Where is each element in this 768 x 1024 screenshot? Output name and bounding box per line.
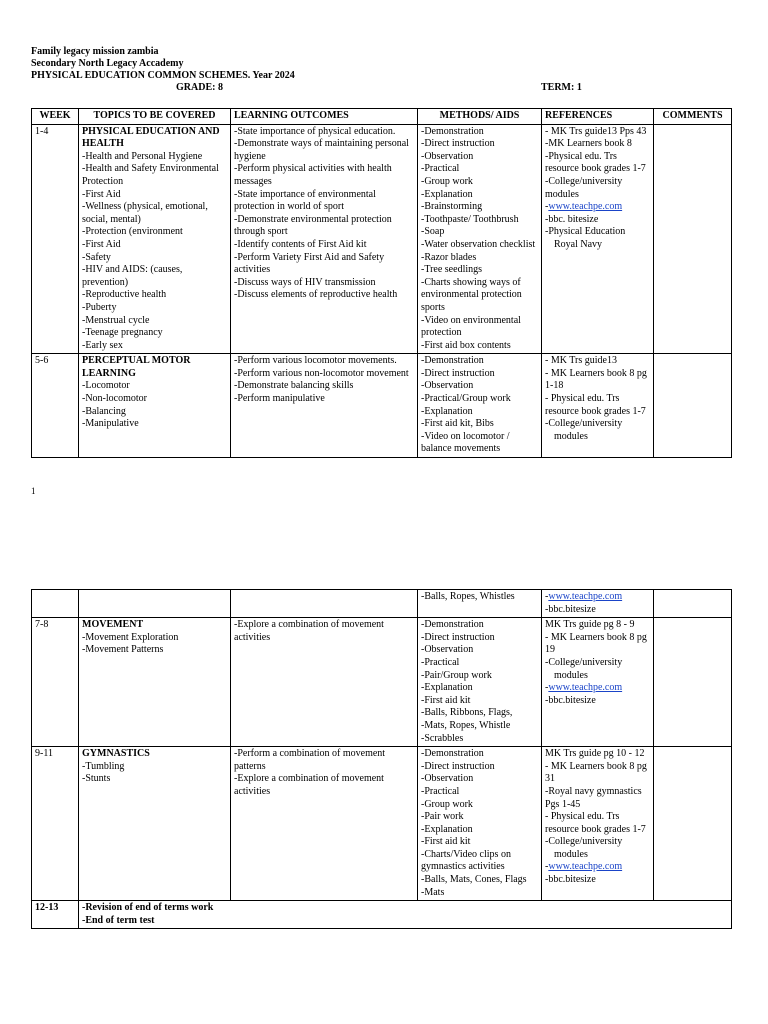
week-cell: 1-4 <box>32 124 79 354</box>
topic-title: PERCEPTUAL MOTOR LEARNING <box>82 355 191 379</box>
topic-item: -Early sex <box>82 339 123 351</box>
method-item: -Group work <box>421 175 473 187</box>
col-references-header: REFERENCES <box>542 109 654 125</box>
method-item: -Razor blades <box>421 251 477 263</box>
outcome-item: -Demonstrate ways of maintaining personal hygiene <box>234 138 409 162</box>
outcomes-cell <box>231 747 418 901</box>
reference-item: MK Trs guide pg 10 - 12 <box>545 748 645 760</box>
method-item: -Observation <box>421 773 474 785</box>
method-item: -Practical/Group work <box>421 393 511 405</box>
outcome-item: -Perform physical activities with health messages <box>234 163 392 187</box>
method-item: -Observation <box>421 380 474 392</box>
outcome-item: -Perform Variety First Aid and Safety activities <box>234 251 385 276</box>
reference-item: modules <box>554 669 588 681</box>
method-item: -Observation <box>421 644 474 656</box>
topic-item: -Movement Exploration <box>82 631 179 643</box>
topic-title: PHYSICAL EDUCATION AND HEALTH <box>82 125 220 150</box>
week-cell: 5-6 <box>32 354 79 458</box>
topic-item: -Stunts <box>82 773 111 785</box>
grade-label: GRADE: 8 <box>176 82 223 93</box>
reference-item: -bbc. bitesize <box>545 213 599 225</box>
method-item: -Video on environmental protection <box>421 314 521 339</box>
col-topics-header: TOPICS TO BE COVERED <box>79 109 231 125</box>
method-item: -Group work <box>421 798 473 810</box>
topic-item: -Locomotor <box>82 380 130 392</box>
final-row-item: -End of term test <box>82 914 155 926</box>
references-cell <box>542 618 654 747</box>
topic-item: -HIV and AIDS: (causes, prevention) <box>82 264 183 288</box>
method-item: -Balls, Mats, Cones, Flags <box>421 874 527 886</box>
topic-item: -Manipulative <box>82 418 139 430</box>
method-item: -First aid kit, Bibs <box>421 418 494 430</box>
methods-cell <box>418 747 542 901</box>
week-cell: 12-13 <box>32 901 79 929</box>
topic-item: -Tumbling <box>82 760 125 772</box>
reference-link-item <box>545 861 650 874</box>
final-row-item: -Revision of end of terms work <box>82 902 214 914</box>
reference-prefix: - <box>545 591 549 602</box>
reference-item: modules <box>554 430 588 442</box>
reference-prefix: - <box>545 201 549 213</box>
topic-item: -Wellness (physical, emotional, social, mental) <box>82 201 208 225</box>
method-item: -Demonstration <box>421 748 484 760</box>
topic-item: -Health and Personal Hygiene <box>82 150 203 162</box>
topic-item: -Non-locomotor <box>82 393 147 405</box>
org-name: Family legacy mission zambia <box>31 46 159 57</box>
methods-cell <box>418 590 542 618</box>
method-item: -Charts/Video clips on gymnastics activities <box>421 848 511 873</box>
reference-item: -bbc.bitesize <box>545 603 596 615</box>
table-row <box>32 354 732 458</box>
col-week-header: WEEK <box>32 109 79 125</box>
method-item: -Pair/Group work <box>421 669 492 681</box>
col-outcomes-header: LEARNING OUTCOMES <box>231 109 418 125</box>
page-number: 1 <box>31 486 36 496</box>
method-item: -Practical <box>421 163 460 175</box>
outcome-item: -Demonstrate balancing skills <box>234 380 354 392</box>
term-label: TERM: 1 <box>541 82 582 93</box>
outcome-item: -Perform manipulative <box>234 393 325 405</box>
method-item: -Mats <box>421 886 445 898</box>
method-item: -Video on locomotor / balance movements <box>421 430 510 455</box>
table-row <box>32 590 732 618</box>
reference-item: -College/university <box>545 836 623 848</box>
reference-link[interactable]: www.teachpe.com <box>548 682 623 694</box>
topic-item: -Menstrual cycle <box>82 314 150 326</box>
grade-term-line <box>31 82 651 94</box>
reference-item: -bbc.bitesize <box>545 694 596 706</box>
method-item: -First aid kit <box>421 836 471 848</box>
references-cell <box>542 354 654 458</box>
reference-item: - MK Trs guide13 Pps 43 <box>545 125 647 137</box>
topic-title: GYMNASTICS <box>82 748 150 760</box>
table-row <box>32 618 732 747</box>
school-name: Secondary North Legacy Accademy <box>31 58 184 69</box>
outcome-item: -Demonstrate environmental protection through sport <box>234 213 392 238</box>
outcome-item: -Discuss ways of HIV transmission <box>234 276 376 288</box>
method-item: -Direct instruction <box>421 367 495 379</box>
method-item: -Explanation <box>421 188 473 200</box>
reference-item: - Physical edu. Trs resource book grades 1-7 <box>545 811 646 835</box>
topics-cell <box>79 354 231 458</box>
references-cell <box>542 590 654 618</box>
method-item: -Balls, Ropes, Whistles <box>421 591 515 602</box>
reference-item: -College/university <box>545 418 623 430</box>
scheme-table-page1 <box>31 108 732 458</box>
reference-item: - MK Trs guide13 <box>545 355 617 367</box>
method-item: -Demonstration <box>421 125 484 137</box>
topic-item: -Health and Safety Environmental Protection <box>82 163 219 187</box>
topic-item: -Protection (environment <box>82 226 183 238</box>
topics-cell <box>79 590 231 618</box>
document-header <box>31 46 651 94</box>
topic-item: -Puberty <box>82 301 117 313</box>
document-title: PHYSICAL EDUCATION COMMON SCHEMES. Year 2024 <box>31 70 295 81</box>
method-item: -Demonstration <box>421 619 484 631</box>
method-item: -Soap <box>421 226 445 238</box>
reference-item: -Physical edu. Trs resource book grades 1-7 <box>545 150 646 175</box>
method-item: -Explanation <box>421 405 473 417</box>
method-item: -Charts showing ways of environmental protection sports <box>421 276 522 313</box>
outcomes-cell <box>231 124 418 354</box>
method-item: -Direct instruction <box>421 760 495 772</box>
reference-item: -MK Learners book 8 <box>545 138 632 150</box>
table-row <box>32 124 732 354</box>
references-cell <box>542 747 654 901</box>
reference-link-item <box>545 682 650 695</box>
outcomes-cell <box>231 618 418 747</box>
week-cell <box>32 590 79 618</box>
reference-prefix: - <box>545 682 549 694</box>
topics-cell <box>79 124 231 354</box>
reference-prefix: - <box>545 861 549 873</box>
topic-item: -Teenage pregnancy <box>82 327 163 339</box>
outcome-item: -Perform a combination of movement patterns <box>234 748 386 772</box>
table-row <box>32 747 732 901</box>
scheme-table-page2 <box>31 589 732 929</box>
methods-cell <box>418 354 542 458</box>
topics-cell <box>79 618 231 747</box>
method-item: -First aid kit <box>421 694 471 706</box>
method-item: -Practical <box>421 656 460 668</box>
outcome-item: -Explore a combination of movement activities <box>234 619 384 643</box>
method-item: -Balls, Ribbons, Flags, <box>421 707 513 719</box>
method-item: -Direct instruction <box>421 631 495 643</box>
method-item: -Pair work <box>421 811 464 823</box>
reference-link[interactable]: www.teachpe.com <box>548 591 623 602</box>
method-item: -Practical <box>421 785 460 797</box>
reference-item: -College/university <box>545 656 623 668</box>
comments-cell <box>654 124 732 354</box>
outcomes-cell <box>231 354 418 458</box>
reference-link[interactable]: www.teachpe.com <box>548 861 623 873</box>
reference-link[interactable]: www.teachpe.com <box>548 201 623 213</box>
reference-item: - MK Learners book 8 pg 19 <box>545 631 647 656</box>
reference-item: - Physical edu. Trs resource book grades 1-7 <box>545 393 646 417</box>
method-item: -First aid box contents <box>421 339 511 351</box>
reference-item: -bbc.bitesize <box>545 874 596 886</box>
outcome-item: -Identify contents of First Aid kit <box>234 238 367 250</box>
reference-link-item <box>545 591 650 604</box>
topics-cell <box>79 747 231 901</box>
reference-item: MK Trs guide pg 8 - 9 <box>545 619 635 631</box>
week-cell: 7-8 <box>32 618 79 747</box>
methods-cell <box>418 618 542 747</box>
final-row-content <box>79 901 732 929</box>
method-item: -Direct instruction <box>421 138 495 150</box>
comments-cell <box>654 354 732 458</box>
outcome-item: -Explore a combination of movement activities <box>234 773 384 797</box>
comments-cell <box>654 618 732 747</box>
comments-cell <box>654 747 732 901</box>
week-cell: 9-11 <box>32 747 79 901</box>
references-cell <box>542 124 654 354</box>
comments-cell <box>654 590 732 618</box>
outcome-item: -Perform various locomotor movements. <box>234 355 397 367</box>
method-item: -Explanation <box>421 823 473 835</box>
methods-cell <box>418 124 542 354</box>
outcome-item: -State importance of physical education. <box>234 125 396 137</box>
outcomes-cell <box>231 590 418 618</box>
col-comments-header: COMMENTS <box>654 109 732 125</box>
topic-item: -Reproductive health <box>82 289 167 301</box>
reference-item: -Royal navy gymnastics <box>545 785 642 797</box>
reference-item: Pgs 1-45 <box>545 798 581 810</box>
reference-item: - MK Learners book 8 pg 1-18 <box>545 367 647 392</box>
method-item: -Demonstration <box>421 355 484 367</box>
topic-title: MOVEMENT <box>82 619 144 631</box>
reference-link-item <box>545 201 650 214</box>
reference-item: Royal Navy <box>554 238 603 250</box>
reference-item: - MK Learners book 8 pg 31 <box>545 760 647 785</box>
method-item: -Toothpaste/ Toothbrush <box>421 213 519 225</box>
outcome-item: -Perform various non-locomotor movement <box>234 367 409 379</box>
topic-item: -Balancing <box>82 405 126 417</box>
col-methods-header: METHODS/ AIDS <box>418 109 542 125</box>
final-row <box>32 901 732 929</box>
outcome-item: -Discuss elements of reproductive health <box>234 289 398 301</box>
method-item: -Tree seedlings <box>421 264 483 276</box>
method-item: -Mats, Ropes, Whistle <box>421 719 511 731</box>
outcome-item: -State importance of environmental protection in world of sport <box>234 188 376 213</box>
reference-item: -College/university modules <box>545 175 623 200</box>
method-item: -Explanation <box>421 682 473 694</box>
topic-item: -Safety <box>82 251 111 263</box>
method-item: -Scrabbles <box>421 732 464 744</box>
method-item: -Brainstorming <box>421 201 483 213</box>
method-item: -Water observation checklist <box>421 238 536 250</box>
reference-item: -Physical Education <box>545 226 626 238</box>
topic-item: -First Aid <box>82 188 121 200</box>
topic-item: -Movement Patterns <box>82 644 164 656</box>
table-header-row <box>32 109 732 125</box>
method-item: -Observation <box>421 150 474 162</box>
reference-item: modules <box>554 848 588 860</box>
topic-item: -First Aid <box>82 238 121 250</box>
